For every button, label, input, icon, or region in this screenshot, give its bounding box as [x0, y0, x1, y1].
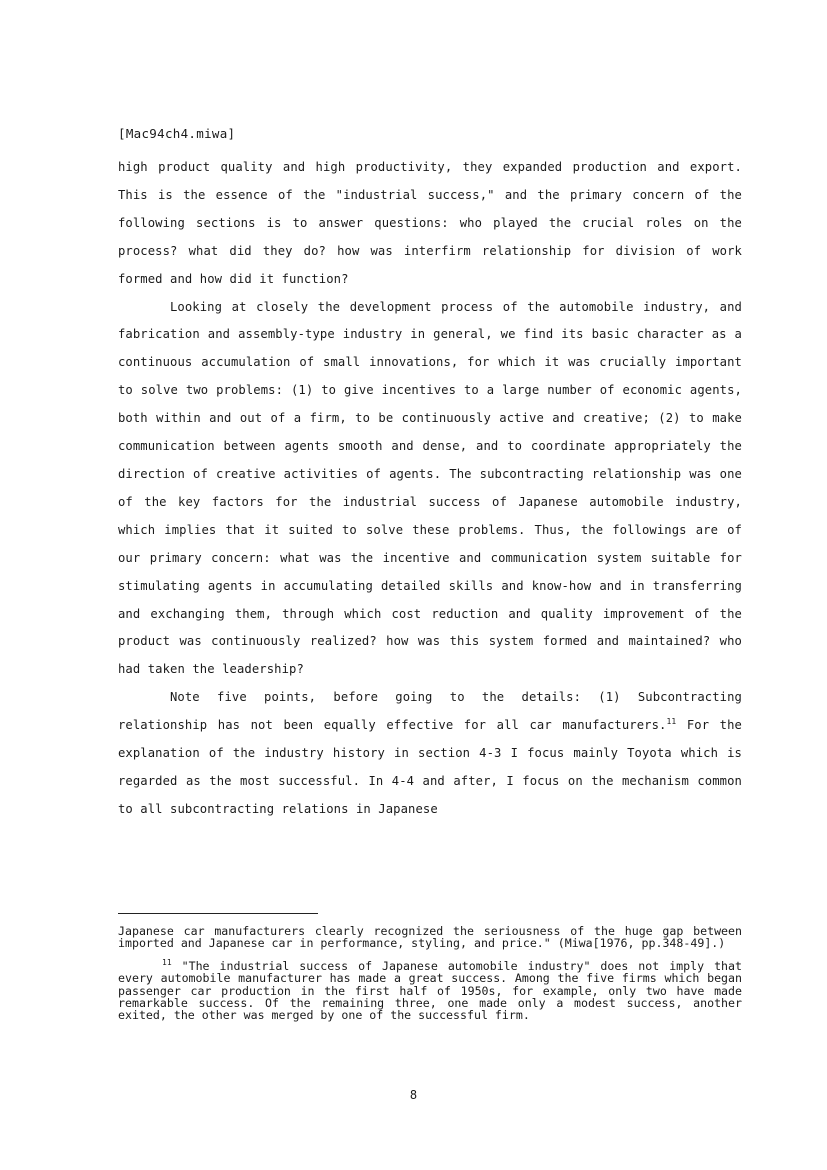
- footnotes: [118, 925, 742, 1022]
- footnote-11: [118, 957, 742, 1023]
- paragraph-1: high product quality and high productivity, they expanded production and export. This is the essence of the "industrial success," and the primary concern of the following sections is to answer questions: who played the crucial roles on the process? what did they do? how was interfirm relationship for division of work formed and how did it function?: [118, 160, 742, 286]
- main-text: [118, 154, 742, 824]
- footnote-11-marker: 11: [162, 957, 172, 967]
- paragraph-2: Looking at closely the development process of the automobile industry, and fabrication and assembly-type industry in general, we find its basic character as a continuous accumulation of small innovations, for which it was crucially important to solve two problems: (1) to give incentives to a large number of economic agents, both within and out of a firm, to be continuously active and creative; (2) to make communication between agents smooth and dense, and to coordinate appropriately the direction of creative activities of agents. The subcontracting relationship was one of the key factors for the industrial success of Japanese automobile industry, which implies that it suited to solve these problems. Thus, the followings are of our primary concern: what was the incentive and communication system suitable for stimulating agents in accumulating detailed skills and know-how and in transferring and exchanging them, through which cost reduction and quality improvement of the product was continuously realized? how was this system formed and maintained? who had taken the leadership?: [118, 299, 742, 677]
- paragraph-3: [118, 684, 742, 824]
- file-tag: [Mac94ch4.miwa]: [118, 126, 236, 141]
- footnote-reference: 11: [666, 717, 677, 727]
- footnote-divider: [118, 913, 318, 914]
- paragraph-3-continuation: For the explanation of the industry history in section 4-3 I focus mainly Toyota which is regarded as the most successful. In 4-4 and after, I focus on the mechanism common to all subcontracting relations in Japanese: [118, 718, 742, 816]
- footnote-11-text: "The industrial success of Japanese automobile industry" does not imply that every automobile manufacturer has made a great success. Among the five firms which began passenger car production in the first half of 1950s, for example, only two have made remarkable success. Of the remaining three, one made only a modest success, another exited, the other was merged by one of the successful firm.: [118, 958, 742, 1023]
- footnote-continued: Japanese car manufacturers clearly recognized the seriousness of the huge gap between imported and Japanese car in performance, styling, and price." (Miwa[1976, pp.348-49].): [118, 924, 742, 951]
- paragraph-3-text: Note five points, before going to the details: (1) Subcontracting relationship has not been equally effective for all car manufacturers.: [118, 690, 742, 733]
- page-number: 8: [409, 1088, 418, 1102]
